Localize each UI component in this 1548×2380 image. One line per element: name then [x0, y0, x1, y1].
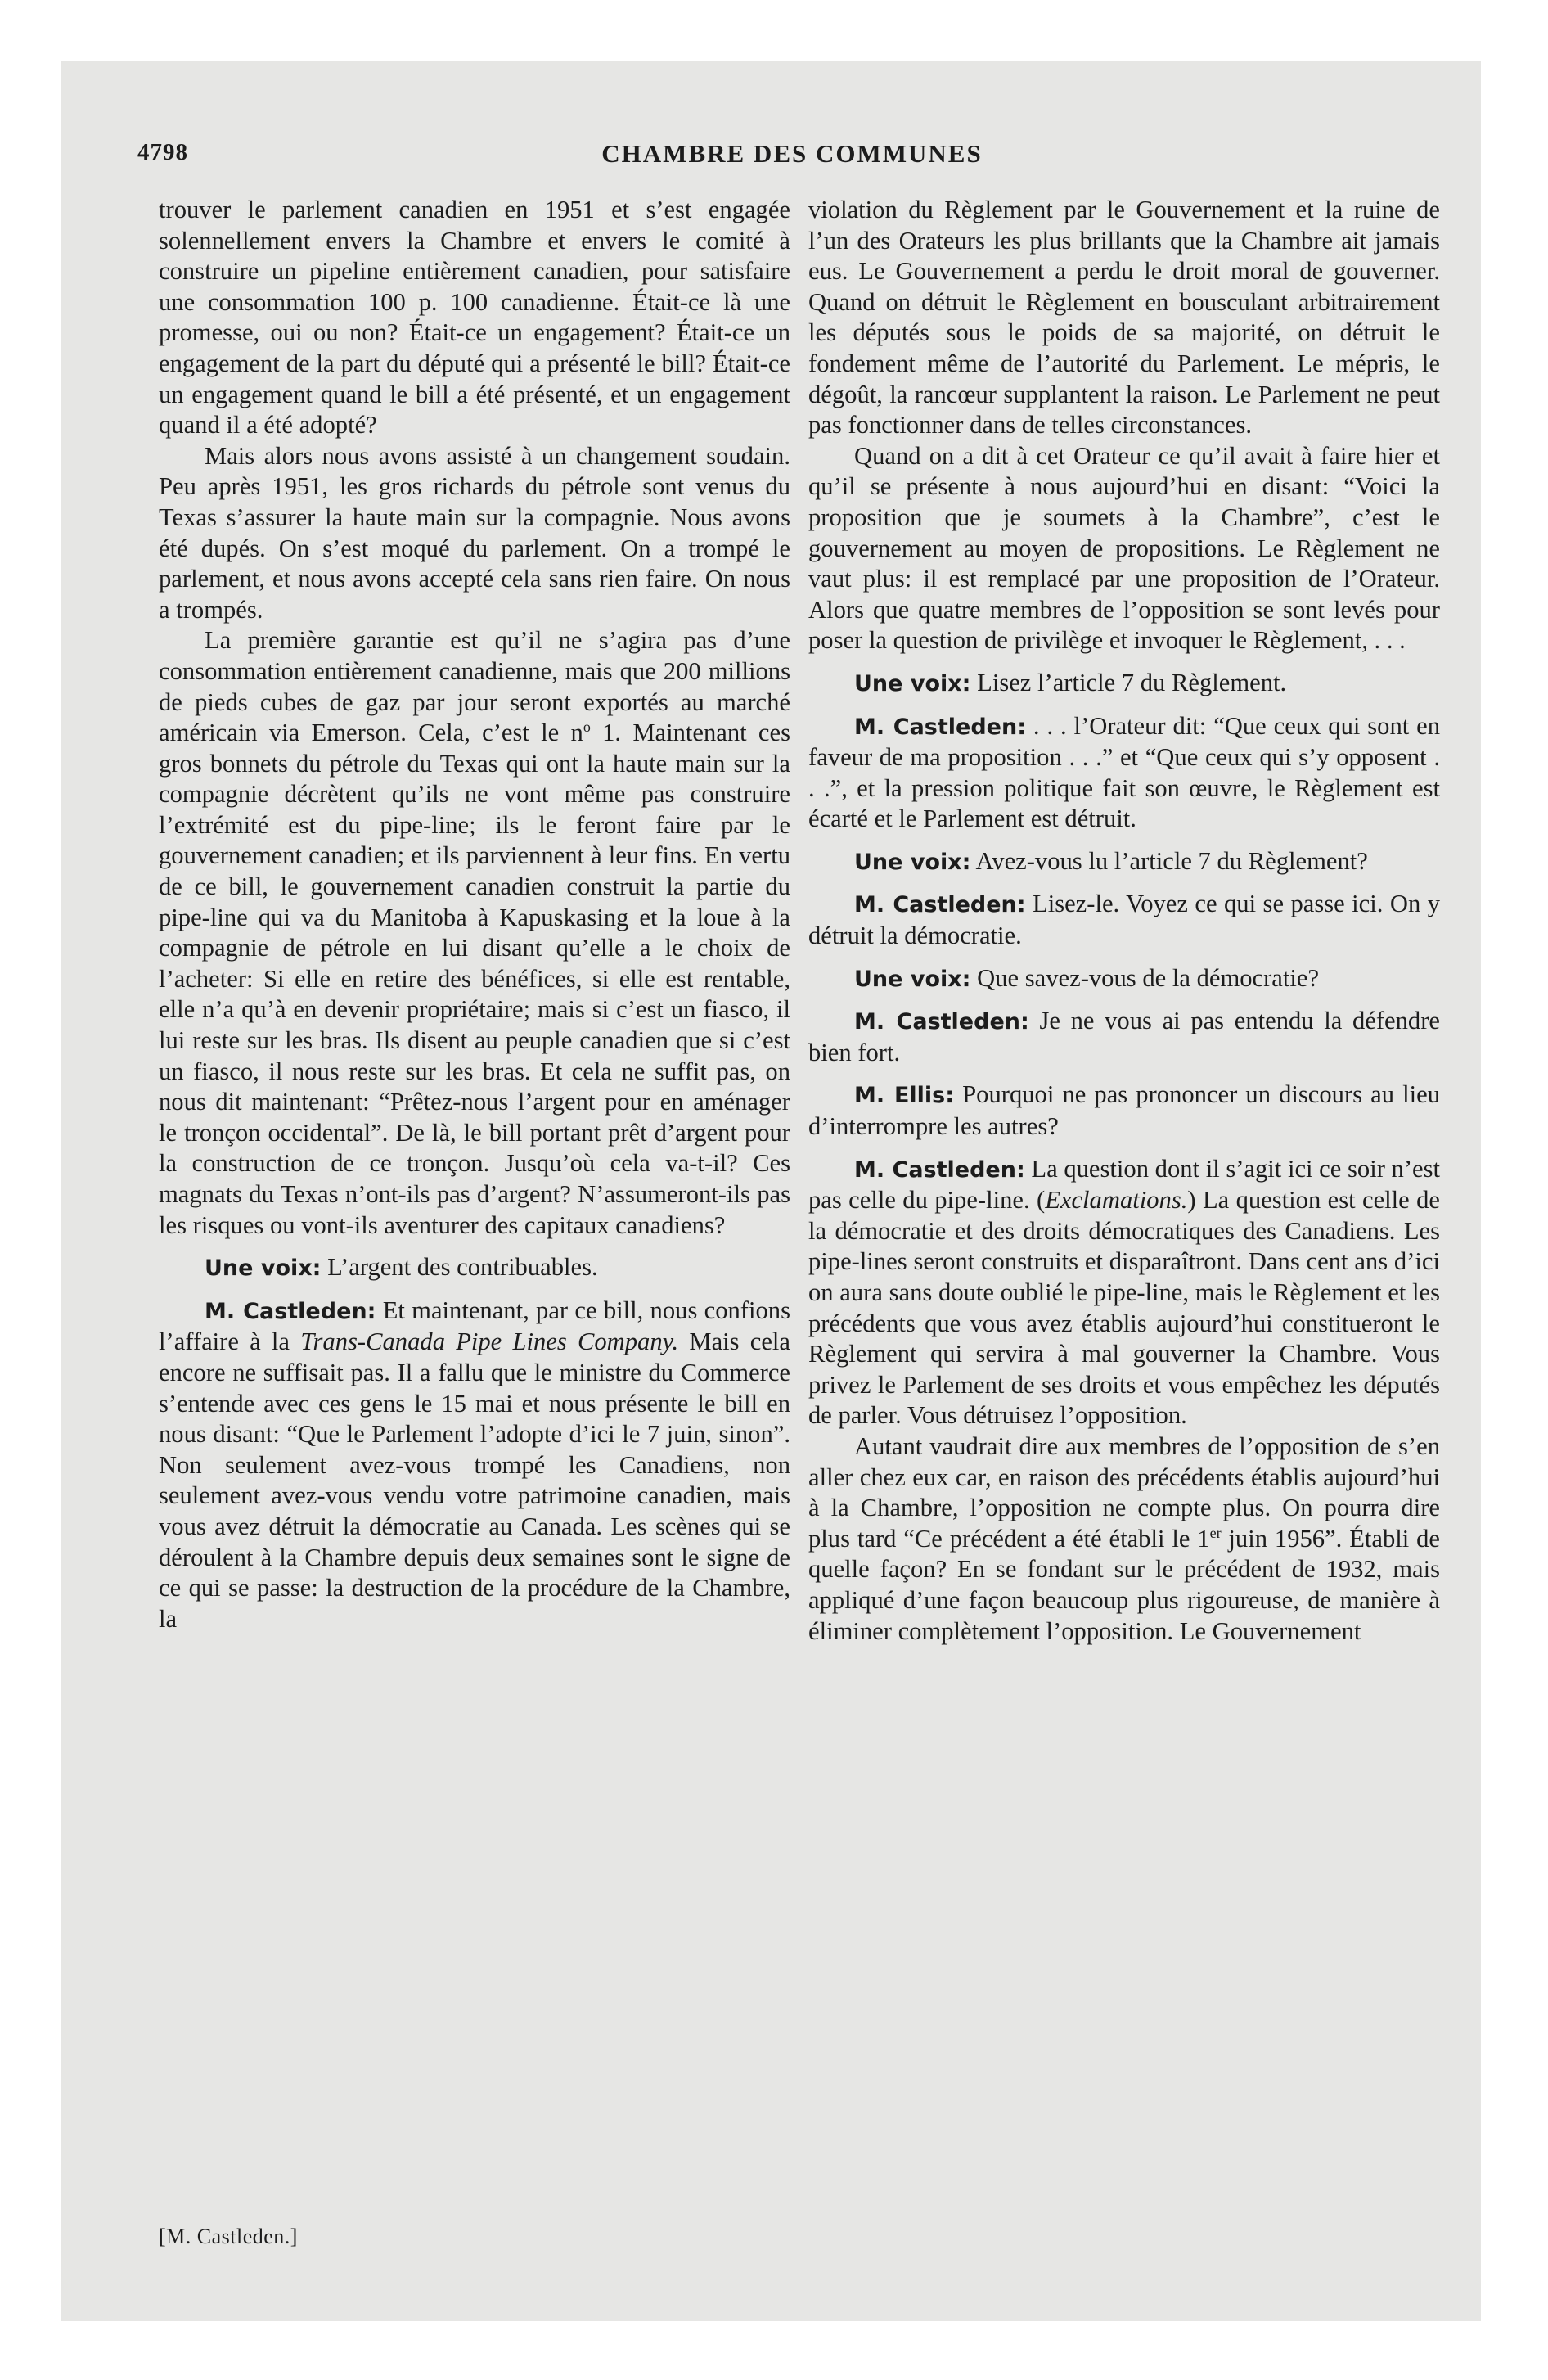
- speech-text: Lisez-le. Voyez ce qui se passe ici. On y détruit la démocratie.: [808, 890, 1440, 950]
- paragraph: violation du Règlement par le Gouvernement et la ruine de l’un des Orateurs les plus brillants que la Chambre ait jamais eus. Le Gouvernement a perdu le droit moral de gouverner. Quand on détruit le Règlement en bousculant arbitrairement les députés sous le poids de sa majorité, on détruit le fondement même de l’autorité du Parlement. Le mépris, le dégoût, la rancœur supplantent la raison. Le Parlement ne peut pas fonctionner dans de telles circonstances.: [808, 196, 1440, 439]
- speech-text: Avez-vous lu l’article 7 du Règlement?: [970, 846, 1368, 875]
- speech: [808, 668, 1440, 700]
- speech-text: Pourquoi ne pas prononcer un discours au lieu d’interrompre les autres?: [808, 1080, 1440, 1141]
- speaker-name: M. Castleden:: [854, 1009, 1029, 1035]
- speaker-name: Une voix:: [854, 670, 971, 696]
- footer-attribution: [M. Castleden.]: [159, 2224, 298, 2248]
- speaker-name: Une voix:: [205, 1255, 322, 1282]
- paragraph: [159, 625, 790, 1241]
- speech-text: . . . l’Orateur dit: “Que ceux qui sont en faveur de ma proposition . . .” et “Que ceux qui s’y opposent . . .”, et la pression politique fait son œuvre, le Règlement est écarté et le Parlement est détruit.: [808, 711, 1441, 833]
- superscript: o: [583, 718, 591, 735]
- italic-text: Trans-Canada Pipe Lines Company.: [300, 1327, 679, 1356]
- page-number: 4798: [137, 139, 188, 165]
- speech-text: Lisez l’article 7 du Règlement.: [970, 668, 1287, 696]
- paragraph-text: La première garantie est qu’il ne s’agira pas d’une consommation entièrement canadienne, mais que 200 millions de pieds cubes de gaz par jour seront exportés au marché américain via Emerson. Cela, c’est le n: [159, 626, 790, 747]
- speaker-name: M. Castleden:: [854, 892, 1026, 918]
- speech: [808, 889, 1440, 951]
- speech: [808, 1154, 1440, 1431]
- paragraph: trouver le parlement canadien en 1951 et s’est engagée solennellement envers la Chambre et envers le comité à construire un pipeline entièrement canadien, pour satisfaire une consommation 100 p. 100 canadienne. Était-ce là une promesse, oui ou non? Était-ce un engagement? Était-ce un engagement de la part du député qui a présenté le bill? Était-ce un engagement quand le bill a été présenté, et un engagement quand il a été adopté?: [159, 196, 790, 439]
- left-column: [159, 195, 790, 1634]
- italic-text: Exclamations.: [1045, 1186, 1188, 1215]
- speech: [808, 846, 1440, 878]
- speech-text: Mais cela encore ne suffisait pas. Il a fallu que le ministre du Commerce s’entende avec ces gens le 15 mai et nous présente le bill en nous disant: “Que le Parlement l’adopte d’ici le 7 juin, sinon”. Non seulement avez-vous trompé les Canadiens, non seulement avez-vous vendu votre patrimoine canadien, mais vous avez détruit la démocratie au Canada. Les scènes qui se déroulent à la Chambre depuis deux semaines sont le signe de ce qui se passe: la destruction de la procédure de la Chambre, la: [159, 1327, 790, 1633]
- paragraph-text: Autant vaudrait dire aux membres de l’opposition de s’en aller chez eux car, en raison des précédents établis aujourd’hui à la Chambre, l’opposition ne compte plus. On pourra dire plus tard “Ce précédent a été établi le 1: [808, 1431, 1440, 1553]
- speech-text: La question dont il s’agit ici ce soir n’est pas celle du pipe-line. (: [808, 1154, 1440, 1215]
- speech: [808, 1080, 1440, 1142]
- paragraph: Mais alors nous avons assisté à un changement soudain. Peu après 1951, les gros richards du pétrole sont venus du Texas s’assurer la haute main sur la compagnie. Nous avons été dupés. On s’est moqué du parlement. On a trompé le parlement, et nous avons accepté cela sans rien faire. On nous a trompés.: [159, 441, 790, 624]
- running-title: CHAMBRE DES COMMUNES: [601, 139, 983, 168]
- right-column: [808, 195, 1440, 1647]
- page-header: [137, 139, 1447, 180]
- speech: [159, 1296, 790, 1635]
- speaker-name: M. Castleden:: [854, 714, 1027, 740]
- speech-text: Je ne vous ai pas entendu la défendre bien fort.: [808, 1007, 1440, 1066]
- speech: [159, 1252, 790, 1284]
- superscript: er: [1209, 1524, 1222, 1541]
- speech: [808, 963, 1440, 995]
- speech: [808, 1006, 1440, 1068]
- speech-text: ) La question est celle de la démocratie et des droits démocratiques des Canadiens. Les pipe-lines seront construits et disparaîtront. Dans cent ans d’ici on aura sans doute oublié le pipe-line, mais le Règlement et les précédents que vous avez établis aujourd’hui constitueront le Règlement qui servira à mal gouverner la Chambre. Vous privez le Parlement de ses droits et vous empêchez les députés de parler. Vous détruisez l’opposition.: [808, 1186, 1441, 1430]
- speech-text: Que savez-vous de la démocratie?: [970, 963, 1320, 992]
- speaker-name: Une voix:: [854, 966, 971, 992]
- speaker-name: M. Ellis:: [854, 1083, 955, 1109]
- paragraph-text: juin 1956”. Établi de quelle façon? En se fondant sur le précédent de 1932, mais appliqué d’une façon beaucoup plus rigoureuse, de manière à éliminer complètement l’opposition. Le Gouvernement: [808, 1524, 1440, 1645]
- speaker-name: Une voix:: [854, 849, 971, 875]
- paragraph-text: 1. Maintenant ces gros bonnets du pétrole du Texas qui ont la haute main sur la compagnie décrètent qu’ils ne vont même pas construire l’extrémité est du pipe-line; ils le feront faire par le gouvernement canadien; et ils parviennent à leur fins. En vertu de ce bill, le gouvernement canadien construit la partie du pipe-line qui va du Manitoba à Kapuskasing et la loue à la compagnie de pétrole en lui disant qu’elle a le choix de l’acheter: Si elle en retire des bénéfices, si elle est rentable, elle n’a qu’à en devenir propriétaire; mais si c’est un fiasco, il lui reste sur les bras. Ils disent au peuple canadien que si c’est un fiasco, il nous reste sur les bras. Et cela ne suffit pas, on nous dit maintenant: “Prêtez-nous l’argent pour en aménager le tronçon occidental”. De là, le bill portant prêt d’argent pour la construction de ce tronçon. Jusqu’où cela va-t-il? Ces magnats du Texas n’ont-ils pas d’argent? N’assumeront-ils pas les risques ou vont-ils aventurer des capitaux canadiens?: [159, 719, 790, 1239]
- paragraph: [808, 1431, 1440, 1647]
- speaker-name: M. Castleden:: [205, 1298, 376, 1324]
- speech-text: Et maintenant, par ce bill, nous confions l’affaire à la: [159, 1296, 790, 1356]
- paragraph: Quand on a dit à cet Orateur ce qu’il avait à faire hier et qu’il se présente à nous aujourd’hui en disant: “Voici la proposition que je soumets à la Chambre”, c’est le gouvernement au moyen de propositions. Le Règlement ne vaut plus: il est remplacé par une proposition de l’Orateur. Alors que quatre membres de l’opposition se sont levés pour poser la question de privilège et invoquer le Règlement, . . .: [808, 441, 1440, 655]
- speech-text: L’argent des contribuables.: [321, 1253, 598, 1282]
- speech: [808, 711, 1440, 835]
- speaker-name: M. Castleden:: [854, 1156, 1025, 1183]
